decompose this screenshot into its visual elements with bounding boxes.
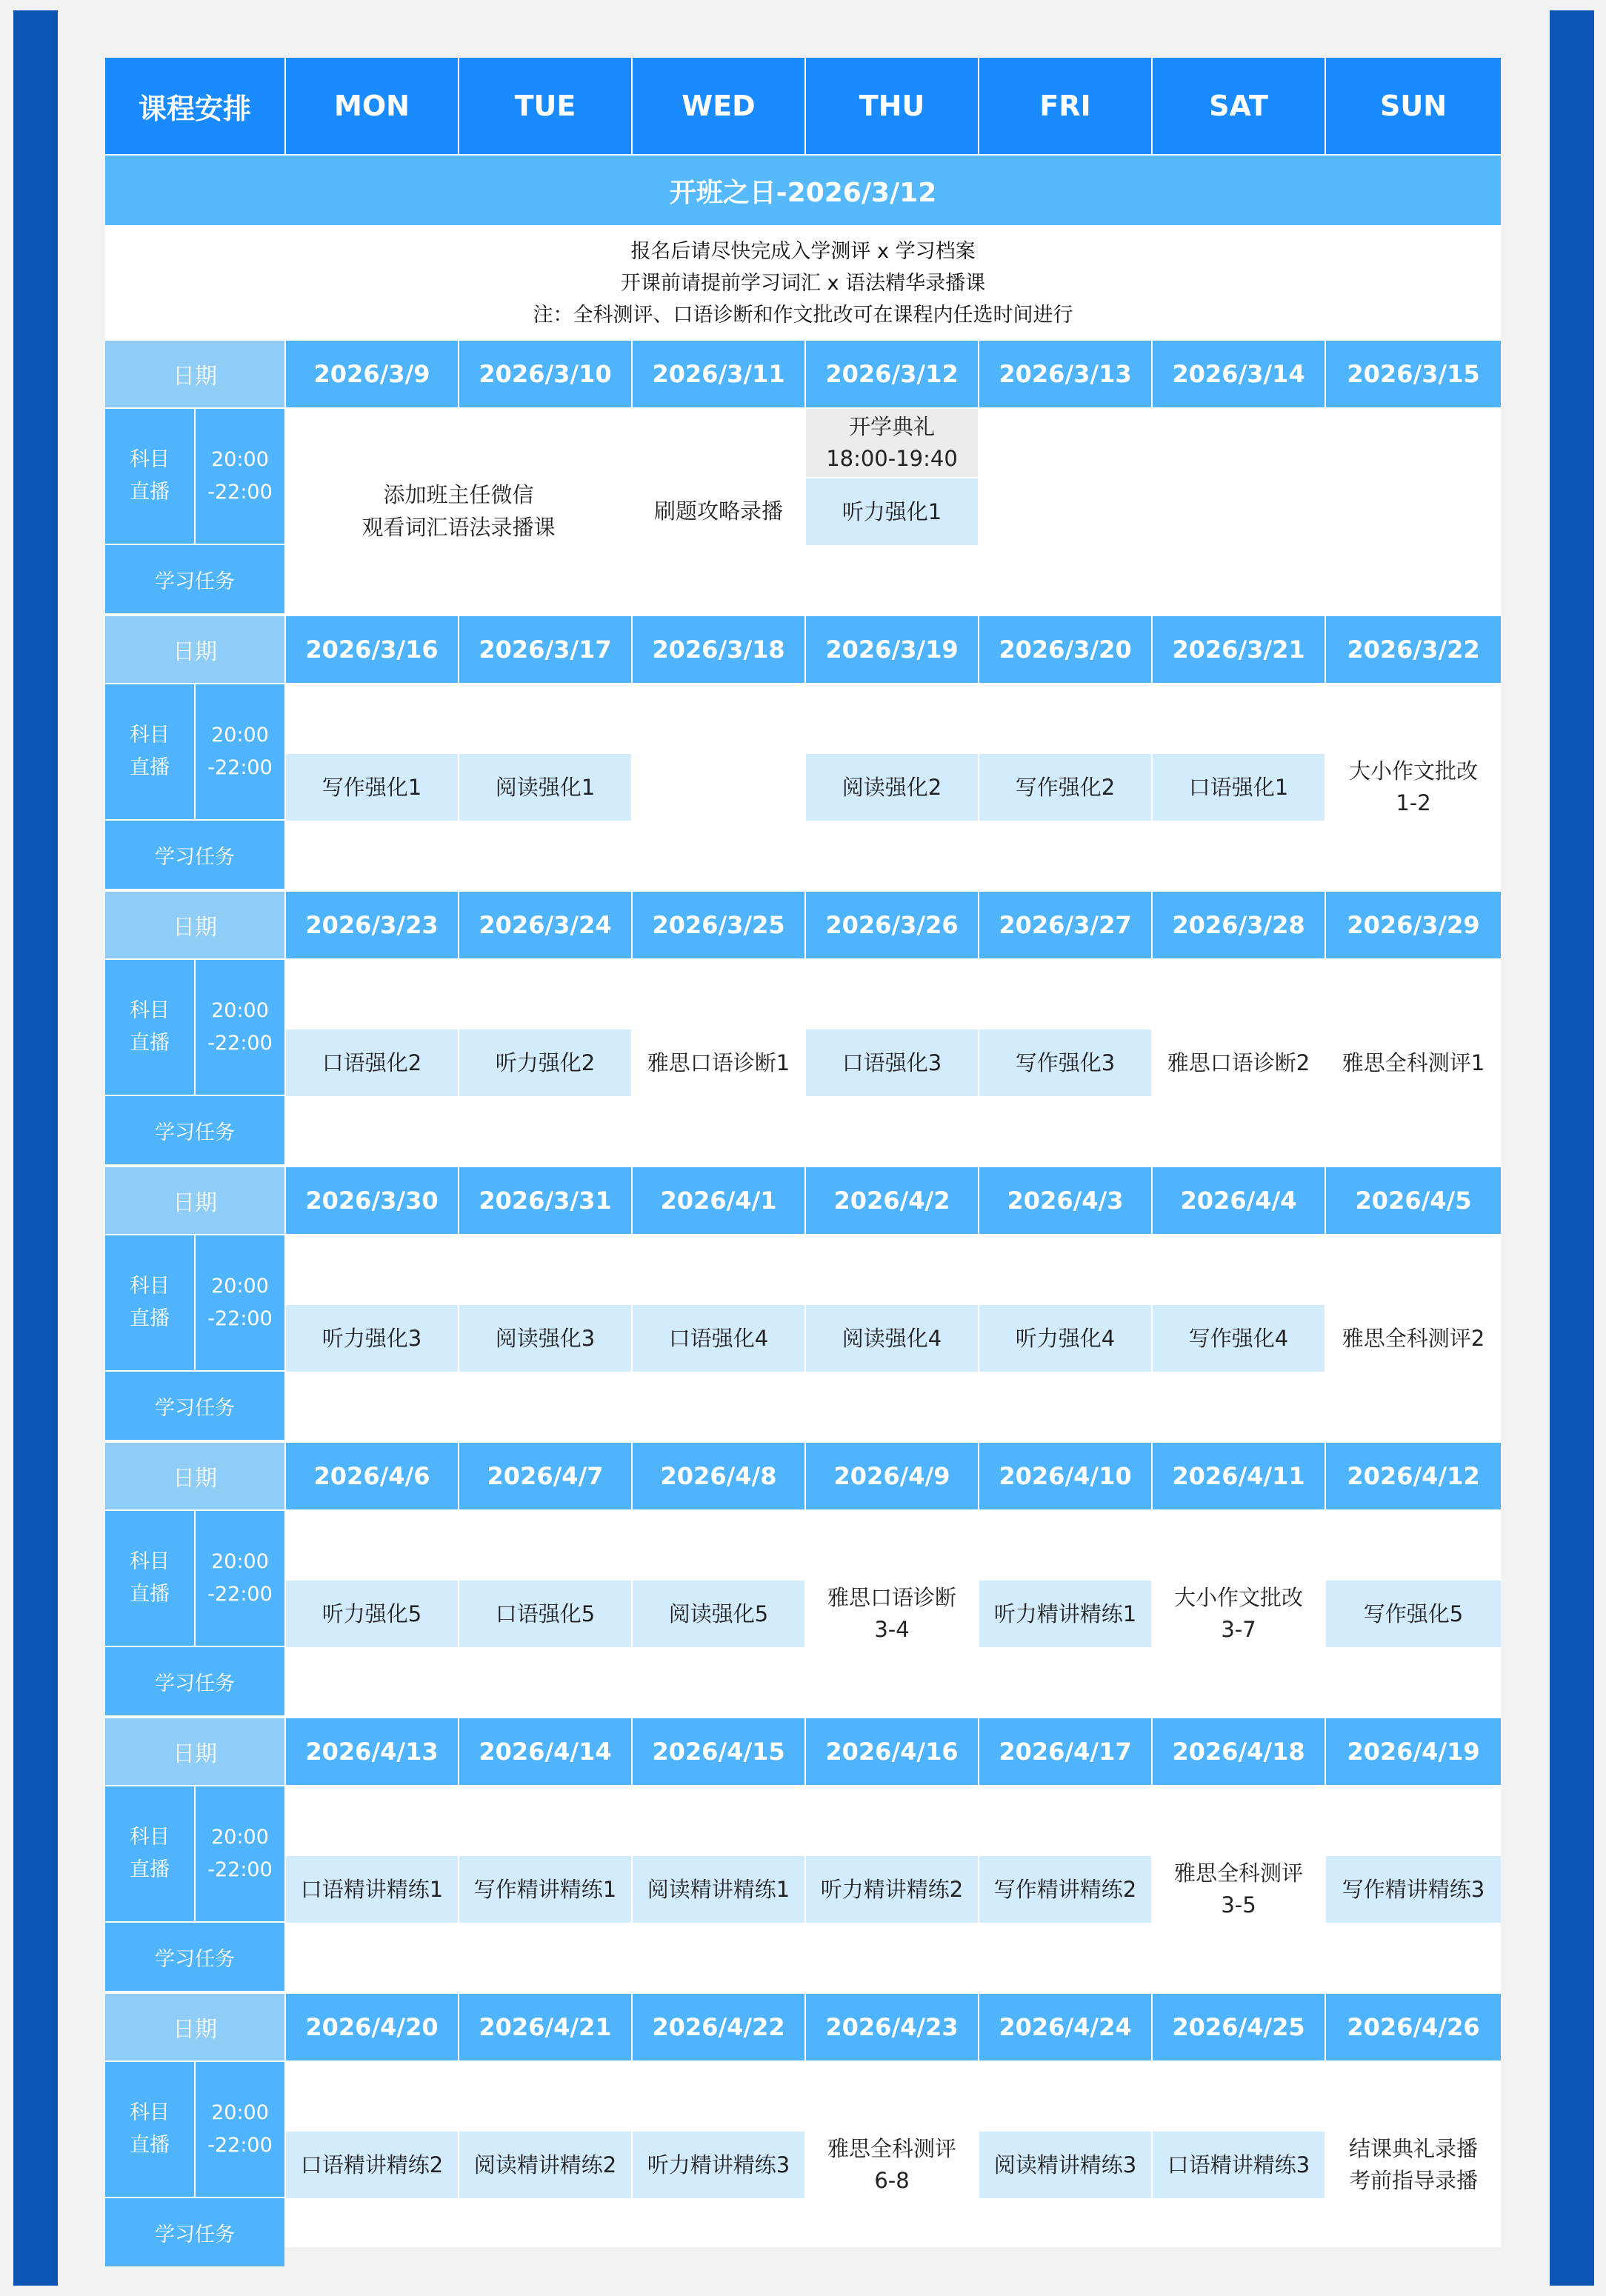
week-block-5 [105,1443,1501,1715]
week-block-4 [105,1167,1501,1440]
time-label-line: 20:00 [211,724,269,747]
time-label-line: -22:00 [207,1858,273,1881]
subject-label-line: 科目 [130,1826,170,1849]
date-row-label: 日期 [105,341,284,407]
date-cell: 2026/3/28 [1153,892,1325,958]
date-cell: 2026/4/12 [1326,1443,1501,1509]
course-cell [459,754,631,821]
date-cell: 2026/3/10 [459,341,631,407]
study-task-label: 学习任务 [105,1096,284,1164]
date-cell: 2026/4/5 [1326,1167,1501,1234]
subject-live-label [105,2062,194,2197]
subject-live-label [105,684,194,819]
note-line: 报名后请尽快完成入学测评 x 学习档案 [630,239,976,263]
cell-line: 阅读强化4 [842,1325,942,1351]
subject-label-line: 直播 [130,1307,170,1330]
date-cell: 2026/3/15 [1326,341,1501,407]
cell-line: 3-5 [1221,1892,1256,1918]
date-cell: 2026/3/19 [806,616,978,683]
course-cell [806,478,978,545]
subject-label-line: 直播 [130,481,170,504]
date-cell: 2026/4/14 [459,1718,631,1785]
subject-label-line: 科目 [130,1275,170,1298]
opening-ceremony-cell [806,409,978,477]
course-cell [286,1305,458,1372]
date-row-label: 日期 [105,616,284,683]
subject-label-line: 直播 [130,2134,170,2157]
course-cell [1153,1305,1325,1372]
cell-line: 3-7 [1221,1617,1256,1642]
course-cell [979,1305,1151,1372]
date-cell: 2026/3/23 [286,892,458,958]
date-cell: 2026/4/15 [633,1718,804,1785]
live-time-label [196,409,284,544]
week-block-7 [105,1994,1501,2266]
cell-line: 大小作文批改 [1173,1585,1303,1610]
header-day-sat: SAT [1153,58,1325,154]
date-cell: 2026/4/22 [633,1994,804,2060]
cell-line: 雅思全科测评2 [1342,1325,1485,1351]
cell-line: 听力强化1 [842,499,942,524]
date-row-label: 日期 [105,892,284,958]
header-day-tue: TUE [459,58,631,154]
date-cell: 2026/4/24 [979,1994,1151,2060]
cell-line: 写作强化5 [1363,1601,1464,1626]
cell-line: 结课典礼录播 [1348,2136,1478,2161]
course-cell [806,1305,978,1372]
course-cell [979,754,1151,821]
date-cell: 2026/3/17 [459,616,631,683]
date-cell: 2026/4/4 [1153,1167,1325,1234]
subject-live-label [105,960,194,1095]
header-day-thu: THU [806,58,978,154]
time-label-line: 20:00 [211,448,269,471]
cell-line: 口语精讲精练1 [300,1876,444,1902]
left-border-bar [13,10,58,2286]
date-cell: 2026/4/2 [806,1167,978,1234]
cell-line: 阅读强化5 [668,1601,769,1626]
course-cell [1326,1856,1501,1923]
cell-line: 阅读强化2 [842,774,942,800]
week-block-2 [105,616,1501,889]
course-cell [806,2132,978,2198]
cell-line: 雅思全科测评 [1173,1861,1303,1886]
cell-line: 听力强化4 [1015,1325,1116,1351]
subject-label-line: 直播 [130,1858,170,1881]
course-cell [979,1856,1151,1923]
subject-label-line: 科目 [130,999,170,1022]
course-cell [459,1029,631,1096]
course-cell [1326,2132,1501,2198]
date-cell: 2026/4/18 [1153,1718,1325,1785]
date-cell: 2026/4/16 [806,1718,978,1785]
cell-line: 观看词汇语法录播课 [361,515,556,540]
cell-line: 大小作文批改 [1348,758,1478,784]
time-label-line: -22:00 [207,1032,273,1055]
course-cell [1153,1856,1325,1923]
subject-label-line: 科目 [130,448,170,471]
date-cell: 2026/4/8 [633,1443,804,1509]
course-cell [1153,2132,1325,2198]
course-cell [286,2132,458,2198]
subject-label-line: 科目 [130,724,170,747]
date-cell: 2026/3/9 [286,341,458,407]
header-corner: 课程安排 [105,58,284,154]
time-label-line: 20:00 [211,1550,269,1573]
date-row-label: 日期 [105,1718,284,1785]
cell-line: 口语强化3 [842,1049,942,1075]
course-cell [1153,754,1325,821]
cell-line: 听力精讲精练1 [993,1601,1137,1626]
study-task-label: 学习任务 [105,1647,284,1715]
course-cell [286,754,458,821]
cell-line: 考前指导录播 [1348,2168,1478,2193]
course-cell [459,1856,631,1923]
subject-label-line: 科目 [130,2101,170,2124]
cell-line: 刷题攻略录播 [653,498,783,524]
date-cell: 2026/4/25 [1153,1994,1325,2060]
cell-line: 口语强化5 [495,1601,596,1626]
live-time-label [196,1235,284,1370]
date-row-label: 日期 [105,1167,284,1234]
date-cell: 2026/3/13 [979,341,1151,407]
date-cell: 2026/3/14 [1153,341,1325,407]
course-cell [633,1581,804,1647]
subject-live-label [105,1511,194,1646]
course-cell [459,1581,631,1647]
date-cell: 2026/3/24 [459,892,631,958]
time-label-line: -22:00 [207,1583,273,1606]
header-day-mon: MON [286,58,458,154]
time-label-line: 20:00 [211,1826,269,1849]
date-cell: 2026/4/10 [979,1443,1151,1509]
course-cell [286,1856,458,1923]
course-cell [633,1305,804,1372]
cell-line: 听力强化2 [495,1049,596,1075]
ceremony-time: 18:00-19:40 [826,446,958,471]
time-label-line: -22:00 [207,2134,273,2157]
course-cell [459,2132,631,2198]
course-cell [1326,1029,1501,1096]
subject-label-line: 直播 [130,1032,170,1055]
week-block-3 [105,892,1501,1164]
class-start-banner: 开班之日-2026/3/12 [105,156,1501,225]
date-cell: 2026/4/19 [1326,1718,1501,1785]
right-border-bar [1550,10,1594,2286]
course-cell [806,1581,978,1647]
cell-line: 阅读强化3 [495,1325,596,1351]
cell-line: 听力精讲精练2 [820,1876,964,1902]
subject-label-line: 科目 [130,1550,170,1573]
live-time-label [196,960,284,1095]
course-cell [806,754,978,821]
cell-line: 口语强化1 [1188,774,1289,800]
date-cell: 2026/3/18 [633,616,804,683]
live-time-label [196,1511,284,1646]
cell-line: 雅思全科测评1 [1342,1049,1485,1075]
cell-line: 听力强化3 [321,1325,422,1351]
date-cell: 2026/3/30 [286,1167,458,1234]
cell-line: 雅思口语诊断1 [647,1049,790,1075]
study-task-label: 学习任务 [105,821,284,889]
time-label-line: 20:00 [211,2101,269,2124]
cell-line: 6-8 [874,2168,910,2193]
cell-line: 听力强化5 [321,1601,422,1626]
date-cell: 2026/3/16 [286,616,458,683]
time-label-line: 20:00 [211,999,269,1022]
course-cell [286,1581,458,1647]
cell-line: 雅思口语诊断2 [1167,1049,1310,1075]
date-cell: 2026/3/31 [459,1167,631,1234]
time-label-line: -22:00 [207,756,273,779]
header-day-wed: WED [633,58,804,154]
enrollment-notes [105,225,1501,341]
date-cell: 2026/4/11 [1153,1443,1325,1509]
subject-label-line: 直播 [130,1583,170,1606]
cell-line: 阅读精讲精练3 [993,2152,1137,2177]
course-cell [1326,1305,1501,1372]
course-cell [633,1029,804,1096]
date-cell: 2026/3/29 [1326,892,1501,958]
date-cell: 2026/4/17 [979,1718,1151,1785]
practice-strategy-recording-cell [633,409,804,613]
cell-line: 雅思口语诊断 [827,1585,956,1610]
cell-line: 添加班主任微信 [383,482,534,507]
date-row-label: 日期 [105,1443,284,1509]
date-cell: 2026/3/26 [806,892,978,958]
cell-line: 1-2 [1396,790,1431,815]
date-cell: 2026/4/1 [633,1167,804,1234]
course-cell [1153,1581,1325,1647]
study-task-label: 学习任务 [105,2198,284,2266]
cell-line: 口语强化4 [668,1325,769,1351]
header-day-fri: FRI [979,58,1151,154]
date-row-label: 日期 [105,1994,284,2060]
course-cell [633,2132,804,2198]
course-cell [806,1029,978,1096]
time-label-line: -22:00 [207,1307,273,1330]
live-time-label [196,684,284,819]
note-line: 注：全科测评、口语诊断和作文批改可在课程内任选时间进行 [533,303,1073,327]
study-task-label: 学习任务 [105,545,284,613]
date-cell: 2026/3/21 [1153,616,1325,683]
date-cell: 2026/3/22 [1326,616,1501,683]
date-cell: 2026/3/12 [806,341,978,407]
cell-line: 写作精讲精练2 [993,1876,1137,1902]
schedule-sheet [105,58,1501,2247]
course-cell [459,1305,631,1372]
note-line: 开课前请提前学习词汇 x 语法精华录播课 [620,271,986,295]
date-cell: 2026/3/25 [633,892,804,958]
course-cell [1153,1029,1325,1096]
week-block-6 [105,1718,1501,1991]
course-cell [979,1029,1151,1096]
study-task-label: 学习任务 [105,1372,284,1440]
subject-live-label [105,1235,194,1370]
header-day-sun: SUN [1326,58,1501,154]
live-time-label [196,1786,284,1921]
date-cell: 2026/4/26 [1326,1994,1501,2060]
course-cell [1326,1581,1501,1647]
header-row [105,58,1501,154]
course-cell [1326,754,1501,821]
time-label-line: -22:00 [207,481,273,504]
subject-live-label [105,409,194,544]
cell-line: 写作精讲精练3 [1342,1876,1485,1902]
date-cell: 2026/4/23 [806,1994,978,2060]
cell-line: 雅思全科测评 [827,2136,956,2161]
cell-line: 口语精讲精练2 [300,2152,444,2177]
course-cell [979,1581,1151,1647]
ceremony-title: 开学典礼 [848,414,935,439]
date-cell: 2026/4/7 [459,1443,631,1509]
study-task-label: 学习任务 [105,1923,284,1991]
cell-line: 阅读精讲精练2 [473,2152,617,2177]
date-cell: 2026/3/20 [979,616,1151,683]
cell-line: 口语精讲精练3 [1167,2152,1310,2177]
date-cell: 2026/3/11 [633,341,804,407]
subject-live-label [105,1786,194,1921]
date-cell: 2026/4/3 [979,1167,1151,1234]
date-cell: 2026/4/21 [459,1994,631,2060]
wechat-recorded-course-cell [286,409,631,613]
cell-line: 写作强化2 [1015,774,1116,800]
week-block-1 [105,341,1501,613]
course-cell [806,1856,978,1923]
cell-line: 写作强化3 [1015,1049,1116,1075]
cell-line: 写作强化1 [321,774,422,800]
date-cell: 2026/4/20 [286,1994,458,2060]
course-cell [286,1029,458,1096]
cell-line: 口语强化2 [321,1049,422,1075]
live-time-label [196,2062,284,2197]
cell-line: 写作精讲精练1 [473,1876,617,1902]
date-cell: 2026/3/27 [979,892,1151,958]
date-cell: 2026/4/9 [806,1443,978,1509]
time-label-line: 20:00 [211,1275,269,1298]
course-cell [979,2132,1151,2198]
cell-line: 3-4 [874,1617,910,1642]
cell-line: 听力精讲精练3 [647,2152,790,2177]
course-cell [633,1856,804,1923]
cell-line: 阅读强化1 [495,774,596,800]
cell-line: 写作强化4 [1188,1325,1289,1351]
date-cell: 2026/4/6 [286,1443,458,1509]
subject-label-line: 直播 [130,756,170,779]
date-cell: 2026/4/13 [286,1718,458,1785]
cell-line: 阅读精讲精练1 [647,1876,790,1902]
